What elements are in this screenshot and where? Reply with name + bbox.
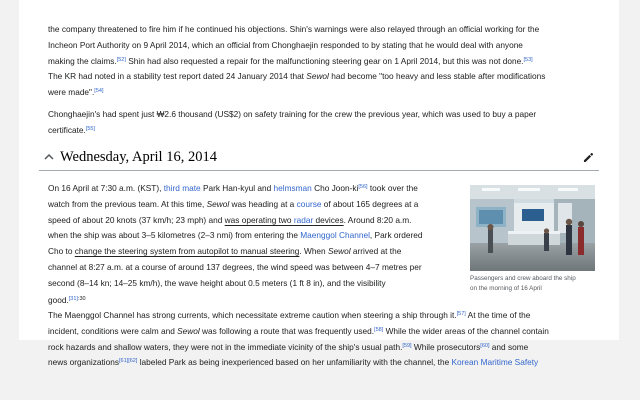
pencil-icon[interactable]: [582, 151, 595, 164]
text-line: [48, 181, 423, 197]
text-run: and some: [489, 341, 529, 352]
text-run: were made".: [48, 87, 95, 98]
text-line: [48, 292, 423, 309]
text-run: making the claims.: [48, 55, 117, 66]
text-run: was operating two: [224, 214, 294, 225]
link-korean-maritime-safety[interactable]: Korean Maritime Safety: [451, 357, 539, 368]
text-run: incident, conditions were calm and: [48, 325, 178, 336]
text-run: Shin had also requested a repair for the malfunctioning steering gear on 1 April 2014, but this was not done.: [125, 55, 524, 66]
body-paragraph: [48, 181, 423, 308]
citation-56[interactable]: [56]: [358, 184, 368, 190]
text-run: labeled Park as being inexperienced based on her unfamiliarity with the channel, the: [137, 357, 452, 368]
text-line: Incheon Port Authority on 9 April 2014, which an official from Chonghaejin responded to by stating that he would deal with anyone: [48, 39, 523, 50]
text-run: was heading at a: [229, 198, 297, 209]
text-line: [48, 340, 549, 356]
text-run: arrived at the: [350, 246, 402, 257]
ship-name: Sewol: [306, 71, 329, 82]
text-run: While the wider areas of the channel contain: [383, 325, 549, 336]
citation-52[interactable]: [52]: [116, 56, 126, 63]
text-run: Cho to: [48, 246, 75, 257]
text-run: rock hazards and shallow waters, they were not in the immediate vicinity of the ship's usual path.: [48, 341, 403, 352]
text-run: good.: [48, 294, 69, 305]
citation-58[interactable]: [58]: [374, 326, 384, 333]
text-line: [48, 123, 536, 139]
intro-paragraph: [48, 22, 545, 101]
link-third-mate[interactable]: third mate: [163, 183, 201, 193]
ship-interior-photo[interactable]: [470, 185, 595, 271]
thumbnail-caption: [470, 274, 595, 294]
text-line: [48, 324, 549, 340]
link-helmsman[interactable]: helmsman: [273, 183, 312, 193]
text-line: [48, 85, 545, 101]
citation-55[interactable]: [55]: [85, 125, 95, 132]
text-run: While prosecutors: [411, 341, 481, 352]
citation-59[interactable]: [59]: [402, 342, 412, 349]
text-line: [48, 197, 423, 213]
text-line: [48, 213, 423, 229]
text-line: channel at 8:27 a.m. at a course of around 137 degrees, the wind speed was between 4–7 metres per: [48, 261, 422, 272]
section-heading: [39, 148, 599, 171]
citation-54[interactable]: [54]: [94, 88, 104, 95]
text-run: took over the: [367, 183, 418, 193]
text-line: [48, 244, 423, 260]
text-line: [48, 228, 423, 244]
article-page: [19, 0, 619, 368]
underlined-phrase: [225, 215, 344, 225]
ship-name: Sewol: [327, 246, 351, 257]
text-run: devices: [313, 214, 344, 225]
link-maenggol-channel[interactable]: Maenggol Channel: [300, 230, 370, 241]
text-run: speed of about 20 knots (37 km/h; 23 mph) and: [48, 214, 225, 225]
section-title: Wednesday, April 16, 2014: [60, 149, 217, 165]
underlined-phrase: change the steering system from autopilot to manual steering: [74, 246, 300, 257]
training-paragraph: [48, 107, 536, 139]
text-line: second (8–14 kn; 14–25 km/h), the wave height about 0.5 meters (1 ft 8 in), and the visibility: [48, 277, 386, 288]
text-run: was following a route that was frequently used.: [199, 325, 375, 336]
citation-31[interactable]: [31]: [68, 295, 78, 302]
text-line: Chonghaejin's had spent just ₩2.6 thousand (US$2) on safety training for the crew the previous year, which was used to buy a paper: [48, 109, 537, 119]
text-run: news organizations: [48, 357, 120, 368]
text-run: when the ship was about 3–5 kilometres (2–3 nmi) from entering the: [48, 230, 301, 241]
thumbnail-figure: [470, 185, 595, 294]
page-reference: :30: [77, 295, 86, 302]
text-line: [48, 308, 549, 324]
link-radar[interactable]: radar: [293, 214, 314, 225]
text-line: [48, 355, 549, 371]
ship-name: Sewol: [206, 198, 230, 209]
citation-57[interactable]: [57]: [456, 311, 466, 317]
citation-61[interactable]: [61]: [119, 358, 129, 365]
chevron-up-icon[interactable]: [43, 151, 55, 163]
text-run: watch from the previous team. At this time,: [48, 198, 207, 209]
text-run: At the time of the: [465, 310, 531, 320]
text-run: On 16 April at 7:30 a.m. (KST),: [48, 183, 164, 193]
text-line: [48, 69, 545, 85]
text-run: Park Han-kyul and: [200, 183, 274, 193]
text-run: had become "too heavy and less stable after modifications: [328, 71, 546, 82]
caption-line: on the morning of 16 April: [470, 285, 542, 292]
text-run: certificate.: [48, 124, 86, 135]
text-run: , Park ordered: [369, 230, 423, 241]
link-course[interactable]: course: [296, 198, 322, 209]
citation-60[interactable]: [60]: [480, 342, 490, 349]
text-run: The Maenggol Channel has strong currents, which necessitate extreme caution when steering a ship through it.: [48, 310, 457, 320]
text-run: . When: [299, 246, 328, 257]
text-line: [48, 54, 545, 70]
ship-name: Sewol: [177, 325, 200, 336]
text-run: . Around 8:20 a.m.: [343, 214, 412, 225]
caption-line: Passengers and crew aboard the ship: [470, 275, 576, 282]
text-run: The KR had noted in a stability test report dated 24 January 2014 that: [48, 71, 307, 82]
citation-62[interactable]: [62]: [128, 358, 138, 365]
text-run: Cho Joon-ki: [311, 183, 359, 193]
text-line: the company threatened to fire him if he continued his objections. Shin's warnings were also relayed through an official working for the: [48, 24, 540, 34]
text-run: of about 165 degrees at a: [321, 198, 419, 209]
citation-53[interactable]: [53]: [523, 56, 533, 63]
channel-paragraph: [48, 308, 549, 371]
